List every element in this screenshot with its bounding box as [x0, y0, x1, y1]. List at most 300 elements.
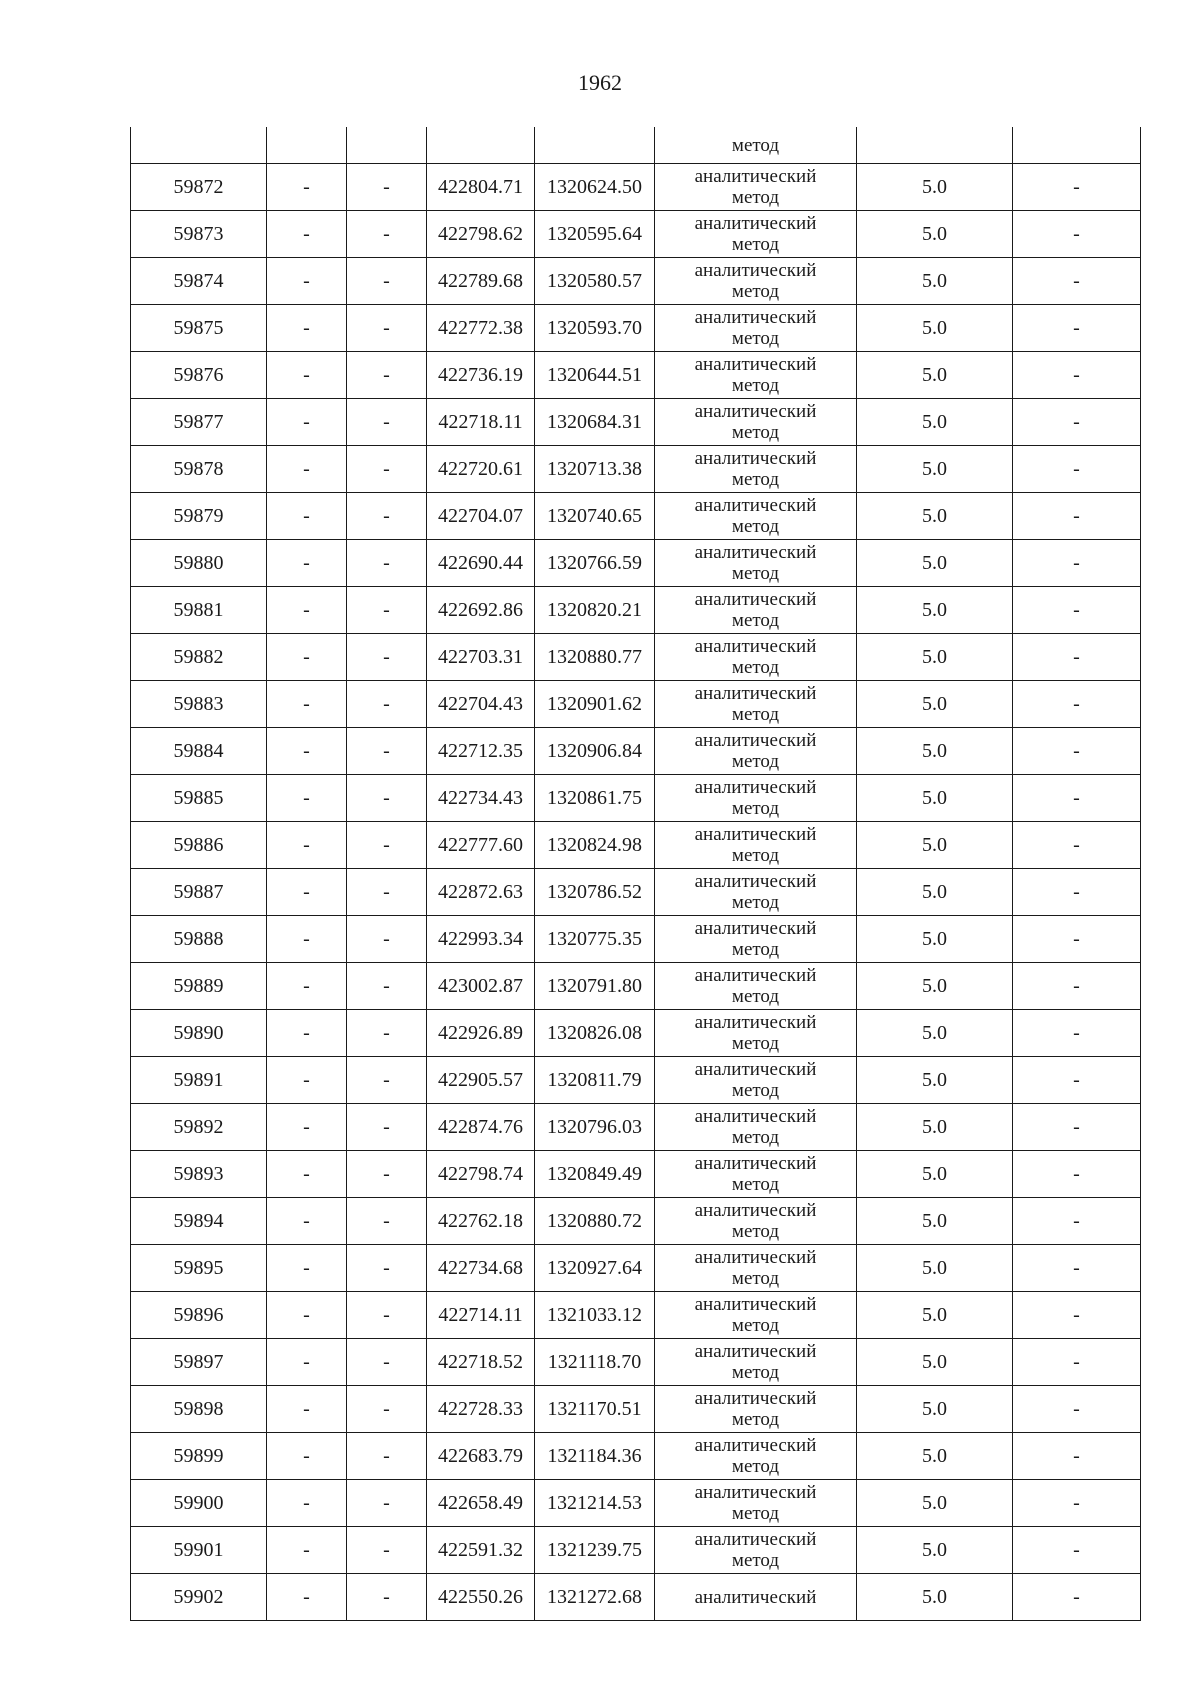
method-line-1: аналитический	[694, 1247, 817, 1268]
col2-cell: -	[267, 211, 347, 258]
col2-cell: -	[267, 634, 347, 681]
col3-cell: -	[347, 1386, 427, 1433]
x-coordinate-cell: 422550.26	[427, 1574, 535, 1621]
point-id-cell: 59899	[131, 1433, 267, 1480]
method-cell	[655, 258, 857, 305]
col2-cell: -	[267, 258, 347, 305]
method-cell	[655, 1433, 857, 1480]
x-coordinate-cell: 422804.71	[427, 164, 535, 211]
precision-cell: 5.0	[857, 1386, 1013, 1433]
method-line-1: аналитический	[694, 213, 817, 234]
col8-cell: -	[1013, 1574, 1141, 1621]
x-coordinate-cell: 422762.18	[427, 1198, 535, 1245]
method-line-1: аналитический	[694, 1059, 817, 1080]
y-coordinate-cell: 1320580.57	[535, 258, 655, 305]
point-id-cell: 59896	[131, 1292, 267, 1339]
col2-cell: -	[267, 305, 347, 352]
method-line-1: аналитический	[694, 260, 817, 281]
continuation-row	[131, 127, 1141, 164]
y-coordinate-cell: 1320811.79	[535, 1057, 655, 1104]
method-cell	[655, 1386, 857, 1433]
method-line-2: метод	[731, 1033, 780, 1054]
col3-cell: -	[347, 681, 427, 728]
col8-cell: -	[1013, 869, 1141, 916]
point-id-cell: 59887	[131, 869, 267, 916]
precision-cell: 5.0	[857, 1480, 1013, 1527]
col3-cell: -	[347, 1010, 427, 1057]
y-coordinate-cell: 1320849.49	[535, 1151, 655, 1198]
method-line-2: метод	[731, 1221, 780, 1242]
y-coordinate-cell: 1320624.50	[535, 164, 655, 211]
y-coordinate-cell: 1321214.53	[535, 1480, 655, 1527]
x-coordinate-cell: 422789.68	[427, 258, 535, 305]
point-id-cell: 59883	[131, 681, 267, 728]
table-row	[131, 164, 1141, 211]
method-line-1: аналитический	[694, 1294, 817, 1315]
col3-cell: -	[347, 916, 427, 963]
y-coordinate-cell: 1321033.12	[535, 1292, 655, 1339]
col3-cell: -	[347, 446, 427, 493]
method-line-2: метод	[731, 281, 780, 302]
col2-cell: -	[267, 1245, 347, 1292]
y-coordinate-cell: 1320906.84	[535, 728, 655, 775]
col8-cell: -	[1013, 1433, 1141, 1480]
method-line-1: аналитический	[694, 1106, 817, 1127]
point-id-cell: 59901	[131, 1527, 267, 1574]
method-cell	[655, 822, 857, 869]
col8-cell: -	[1013, 164, 1141, 211]
method-cell	[655, 916, 857, 963]
x-coordinate-cell: 422798.62	[427, 211, 535, 258]
table-row	[131, 1574, 1141, 1621]
col3-cell: -	[347, 1245, 427, 1292]
col8-cell: -	[1013, 634, 1141, 681]
table-row	[131, 1480, 1141, 1527]
table-row	[131, 305, 1141, 352]
precision-cell: 5.0	[857, 1433, 1013, 1480]
col3-cell: -	[347, 258, 427, 305]
col2-cell: -	[267, 916, 347, 963]
x-coordinate-cell: 422777.60	[427, 822, 535, 869]
point-id-cell: 59893	[131, 1151, 267, 1198]
method-line-2: метод	[731, 1550, 780, 1571]
col2-cell: -	[267, 1057, 347, 1104]
y-coordinate-cell: 1320786.52	[535, 869, 655, 916]
y-coordinate-cell: 1320644.51	[535, 352, 655, 399]
method-line-1: аналитический	[694, 448, 817, 469]
y-coordinate-cell: 1320684.31	[535, 399, 655, 446]
method-line-2: метод	[731, 1503, 780, 1524]
col8-cell: -	[1013, 540, 1141, 587]
method-cell	[655, 775, 857, 822]
col8-cell: -	[1013, 681, 1141, 728]
point-id-cell: 59880	[131, 540, 267, 587]
method-line-1: аналитический	[694, 495, 817, 516]
table-row	[131, 963, 1141, 1010]
method-cell	[655, 587, 857, 634]
y-coordinate-cell: 1320595.64	[535, 211, 655, 258]
x-coordinate-cell: 422736.19	[427, 352, 535, 399]
table-row	[131, 775, 1141, 822]
method-line-2: метод	[731, 1080, 780, 1101]
method-cell	[655, 127, 857, 164]
col2-cell: -	[267, 1151, 347, 1198]
x-coordinate-cell: 422714.11	[427, 1292, 535, 1339]
point-id-cell: 59889	[131, 963, 267, 1010]
col8-cell: -	[1013, 211, 1141, 258]
precision-cell: 5.0	[857, 1245, 1013, 1292]
col8-cell: -	[1013, 775, 1141, 822]
method-cell	[655, 1292, 857, 1339]
method-line-2: метод	[731, 375, 780, 396]
method-line-1: аналитический	[694, 918, 817, 939]
table-row	[131, 1433, 1141, 1480]
point-id-cell: 59875	[131, 305, 267, 352]
table-row	[131, 1198, 1141, 1245]
table-row	[131, 728, 1141, 775]
method-cell	[655, 728, 857, 775]
table-row	[131, 916, 1141, 963]
col8-cell: -	[1013, 399, 1141, 446]
x-coordinate-cell: 422692.86	[427, 587, 535, 634]
col2-cell: -	[267, 728, 347, 775]
method-line-1: аналитический	[694, 1012, 817, 1033]
method-line-1: аналитический	[694, 589, 817, 610]
precision-cell: 5.0	[857, 1057, 1013, 1104]
method-line-1: аналитический	[694, 730, 817, 751]
method-line-2: метод	[731, 563, 780, 584]
precision-cell: 5.0	[857, 1198, 1013, 1245]
method-cell	[655, 681, 857, 728]
method-line-1: аналитический	[694, 683, 817, 704]
method-line-2: метод	[731, 1315, 780, 1336]
point-id-cell: 59884	[131, 728, 267, 775]
col8-cell: -	[1013, 728, 1141, 775]
precision-cell: 5.0	[857, 1292, 1013, 1339]
table-row	[131, 258, 1141, 305]
col8-cell: -	[1013, 1198, 1141, 1245]
col2-cell: -	[267, 1292, 347, 1339]
col8-cell: -	[1013, 1339, 1141, 1386]
x-coordinate-cell: 422712.35	[427, 728, 535, 775]
precision-cell: 5.0	[857, 916, 1013, 963]
method-line-1: аналитический	[694, 777, 817, 798]
col8-cell: -	[1013, 493, 1141, 540]
point-id-cell: 59874	[131, 258, 267, 305]
method-line-2: метод	[731, 234, 780, 255]
col8-cell: -	[1013, 446, 1141, 493]
x-coordinate-cell: 422734.68	[427, 1245, 535, 1292]
table-body	[131, 127, 1141, 1621]
col2-cell: -	[267, 1010, 347, 1057]
precision-cell: 5.0	[857, 399, 1013, 446]
col3-cell: -	[347, 728, 427, 775]
col3-cell: -	[347, 164, 427, 211]
x-coordinate-cell: 422874.76	[427, 1104, 535, 1151]
x-coordinate-cell: 422703.31	[427, 634, 535, 681]
col8-cell: -	[1013, 587, 1141, 634]
method-line-1: аналитический	[694, 871, 817, 892]
precision-cell: 5.0	[857, 869, 1013, 916]
table-row	[131, 1292, 1141, 1339]
col3-cell: -	[347, 493, 427, 540]
method-cell	[655, 1057, 857, 1104]
col3-cell: -	[347, 399, 427, 446]
precision-cell: 5.0	[857, 258, 1013, 305]
col8-cell: -	[1013, 1245, 1141, 1292]
col8-cell: -	[1013, 916, 1141, 963]
col3-cell: -	[347, 1480, 427, 1527]
x-coordinate-cell: 422704.43	[427, 681, 535, 728]
table-row	[131, 1151, 1141, 1198]
method-line-2: метод	[731, 751, 780, 772]
col2-cell: -	[267, 1386, 347, 1433]
table-row	[131, 1339, 1141, 1386]
method-cell	[655, 963, 857, 1010]
x-coordinate-cell: 422905.57	[427, 1057, 535, 1104]
table-row	[131, 681, 1141, 728]
method-line-2: метод	[731, 516, 780, 537]
method-line-1: аналитический	[694, 965, 817, 986]
precision-cell: 5.0	[857, 822, 1013, 869]
col8-cell: -	[1013, 1527, 1141, 1574]
table-row	[131, 1104, 1141, 1151]
table-row	[131, 446, 1141, 493]
col3-cell: -	[347, 1339, 427, 1386]
method-cell	[655, 634, 857, 681]
x-coordinate-cell: 422728.33	[427, 1386, 535, 1433]
point-id-cell: 59890	[131, 1010, 267, 1057]
col8-cell: -	[1013, 1292, 1141, 1339]
point-id-cell: 59881	[131, 587, 267, 634]
point-id-cell: 59888	[131, 916, 267, 963]
point-id-cell: 59882	[131, 634, 267, 681]
x-coordinate-cell: 422926.89	[427, 1010, 535, 1057]
col3-cell: -	[347, 1104, 427, 1151]
method-line-2: метод	[731, 939, 780, 960]
method-line-2: метод	[731, 469, 780, 490]
y-coordinate-cell: 1320880.72	[535, 1198, 655, 1245]
method-line-2: метод	[731, 422, 780, 443]
method-cell	[655, 164, 857, 211]
col8-cell: -	[1013, 305, 1141, 352]
precision-cell: 5.0	[857, 681, 1013, 728]
col8-cell: -	[1013, 1104, 1141, 1151]
col2-cell: -	[267, 1433, 347, 1480]
point-id-cell: 59879	[131, 493, 267, 540]
col2-cell: -	[267, 775, 347, 822]
y-coordinate-cell: 1320766.59	[535, 540, 655, 587]
y-coordinate-cell: 1320713.38	[535, 446, 655, 493]
table-row	[131, 587, 1141, 634]
y-coordinate-cell: 1321170.51	[535, 1386, 655, 1433]
x-coordinate-cell: 423002.87	[427, 963, 535, 1010]
col8-cell: -	[1013, 822, 1141, 869]
method-line-1: аналитический	[694, 354, 817, 375]
col3-cell: -	[347, 352, 427, 399]
method-line-2: метод	[731, 657, 780, 678]
method-line-2: метод	[731, 892, 780, 913]
y-coordinate-cell: 1320791.80	[535, 963, 655, 1010]
x-coordinate-cell: 422683.79	[427, 1433, 535, 1480]
y-coordinate-cell: 1321184.36	[535, 1433, 655, 1480]
col2-cell: -	[267, 352, 347, 399]
col2-cell: -	[267, 963, 347, 1010]
col3-cell: -	[347, 822, 427, 869]
precision-cell: 5.0	[857, 775, 1013, 822]
col3-cell: -	[347, 1433, 427, 1480]
page-number: 1962	[578, 70, 622, 95]
col3-cell: -	[347, 1292, 427, 1339]
col2-cell: -	[267, 164, 347, 211]
col2-cell: -	[267, 1574, 347, 1621]
method-cell	[655, 399, 857, 446]
y-coordinate-cell: 1320826.08	[535, 1010, 655, 1057]
col3-cell: -	[347, 211, 427, 258]
x-coordinate-cell: 422591.32	[427, 1527, 535, 1574]
method-line-1: аналитический	[694, 307, 817, 328]
precision-cell: 5.0	[857, 728, 1013, 775]
point-id-cell: 59892	[131, 1104, 267, 1151]
y-coordinate-cell: 1320824.98	[535, 822, 655, 869]
precision-cell: 5.0	[857, 446, 1013, 493]
col2-cell: -	[267, 1104, 347, 1151]
y-coordinate-cell: 1320740.65	[535, 493, 655, 540]
col8-cell: -	[1013, 352, 1141, 399]
col3-cell: -	[347, 1151, 427, 1198]
col3-cell: -	[347, 1527, 427, 1574]
method-cell	[655, 305, 857, 352]
col8-cell: -	[1013, 963, 1141, 1010]
method-line-1: аналитический	[694, 401, 817, 422]
method-line-1: аналитический	[694, 1153, 817, 1174]
col3-cell: -	[347, 587, 427, 634]
precision-cell: 5.0	[857, 211, 1013, 258]
point-id-cell: 59876	[131, 352, 267, 399]
method-cell	[655, 1010, 857, 1057]
coordinates-table	[130, 127, 1141, 1621]
y-coordinate-cell: 1320861.75	[535, 775, 655, 822]
y-coordinate-cell: 1321239.75	[535, 1527, 655, 1574]
method-line-2: метод	[731, 1456, 780, 1477]
method-cell	[655, 446, 857, 493]
y-coordinate-cell: 1320901.62	[535, 681, 655, 728]
precision-cell: 5.0	[857, 634, 1013, 681]
point-id-cell: 59900	[131, 1480, 267, 1527]
method-line-2: метод	[731, 1174, 780, 1195]
y-coordinate-cell: 1320927.64	[535, 1245, 655, 1292]
precision-cell: 5.0	[857, 352, 1013, 399]
y-coordinate-cell: 1320593.70	[535, 305, 655, 352]
method-cell	[655, 869, 857, 916]
col2-cell: -	[267, 1198, 347, 1245]
table-row	[131, 211, 1141, 258]
col8-cell: -	[1013, 1480, 1141, 1527]
col3-cell: -	[347, 963, 427, 1010]
col2-cell: -	[267, 681, 347, 728]
col2-cell: -	[267, 399, 347, 446]
col2-cell: -	[267, 1339, 347, 1386]
table-row	[131, 1010, 1141, 1057]
table-row	[131, 1057, 1141, 1104]
method-cell	[655, 1151, 857, 1198]
table-row	[131, 634, 1141, 681]
method-line-2: метод	[731, 1362, 780, 1383]
col3-cell: -	[347, 869, 427, 916]
col2-cell: -	[267, 822, 347, 869]
x-coordinate-cell: 422718.11	[427, 399, 535, 446]
col8-cell: -	[1013, 1151, 1141, 1198]
point-id-cell: 59894	[131, 1198, 267, 1245]
x-coordinate-cell: 422993.34	[427, 916, 535, 963]
point-id-cell: 59878	[131, 446, 267, 493]
col3-cell: -	[347, 305, 427, 352]
method-cell	[655, 1480, 857, 1527]
x-coordinate-cell: 422772.38	[427, 305, 535, 352]
table-row	[131, 352, 1141, 399]
method-line-2: метод	[731, 704, 780, 725]
y-coordinate-cell: 1320820.21	[535, 587, 655, 634]
method-line-2: метод	[731, 610, 780, 631]
col2-cell: -	[267, 493, 347, 540]
method-cell	[655, 1104, 857, 1151]
point-id-cell: 59877	[131, 399, 267, 446]
method-line-2: метод	[731, 1268, 780, 1289]
col2-cell: -	[267, 1527, 347, 1574]
col2-cell: -	[267, 1480, 347, 1527]
method-line-2: метод	[731, 328, 780, 349]
col2-cell: -	[267, 540, 347, 587]
method-cell	[655, 1198, 857, 1245]
precision-cell: 5.0	[857, 963, 1013, 1010]
method-cell	[655, 1339, 857, 1386]
y-coordinate-cell: 1321272.68	[535, 1574, 655, 1621]
method-line-1: аналитический	[694, 166, 817, 187]
precision-cell: 5.0	[857, 164, 1013, 211]
precision-cell: 5.0	[857, 1339, 1013, 1386]
table-row	[131, 399, 1141, 446]
table-row	[131, 493, 1141, 540]
method-line-2: метод	[731, 845, 780, 866]
x-coordinate-cell: 422734.43	[427, 775, 535, 822]
x-coordinate-cell: 422704.07	[427, 493, 535, 540]
point-id-cell: 59895	[131, 1245, 267, 1292]
col3-cell: -	[347, 1198, 427, 1245]
point-id-cell: 59898	[131, 1386, 267, 1433]
table-row	[131, 540, 1141, 587]
y-coordinate-cell: 1320880.77	[535, 634, 655, 681]
table-row	[131, 1245, 1141, 1292]
precision-cell: 5.0	[857, 1151, 1013, 1198]
precision-cell: 5.0	[857, 1527, 1013, 1574]
col2-cell: -	[267, 869, 347, 916]
x-coordinate-cell: 422798.74	[427, 1151, 535, 1198]
point-id-cell: 59873	[131, 211, 267, 258]
method-cell	[655, 1574, 857, 1621]
method-line-2: метод	[731, 1127, 780, 1148]
col8-cell: -	[1013, 258, 1141, 305]
method-line-2: метод	[731, 187, 780, 208]
precision-cell: 5.0	[857, 1574, 1013, 1621]
method-line-1: аналитический	[694, 542, 817, 563]
method-line-1: аналитический	[694, 1435, 817, 1456]
method-line-1: аналитический	[694, 824, 817, 845]
table-row	[131, 1386, 1141, 1433]
method-tail: метод	[731, 134, 780, 156]
method-cell	[655, 540, 857, 587]
point-id-cell: 59885	[131, 775, 267, 822]
precision-cell: 5.0	[857, 493, 1013, 540]
